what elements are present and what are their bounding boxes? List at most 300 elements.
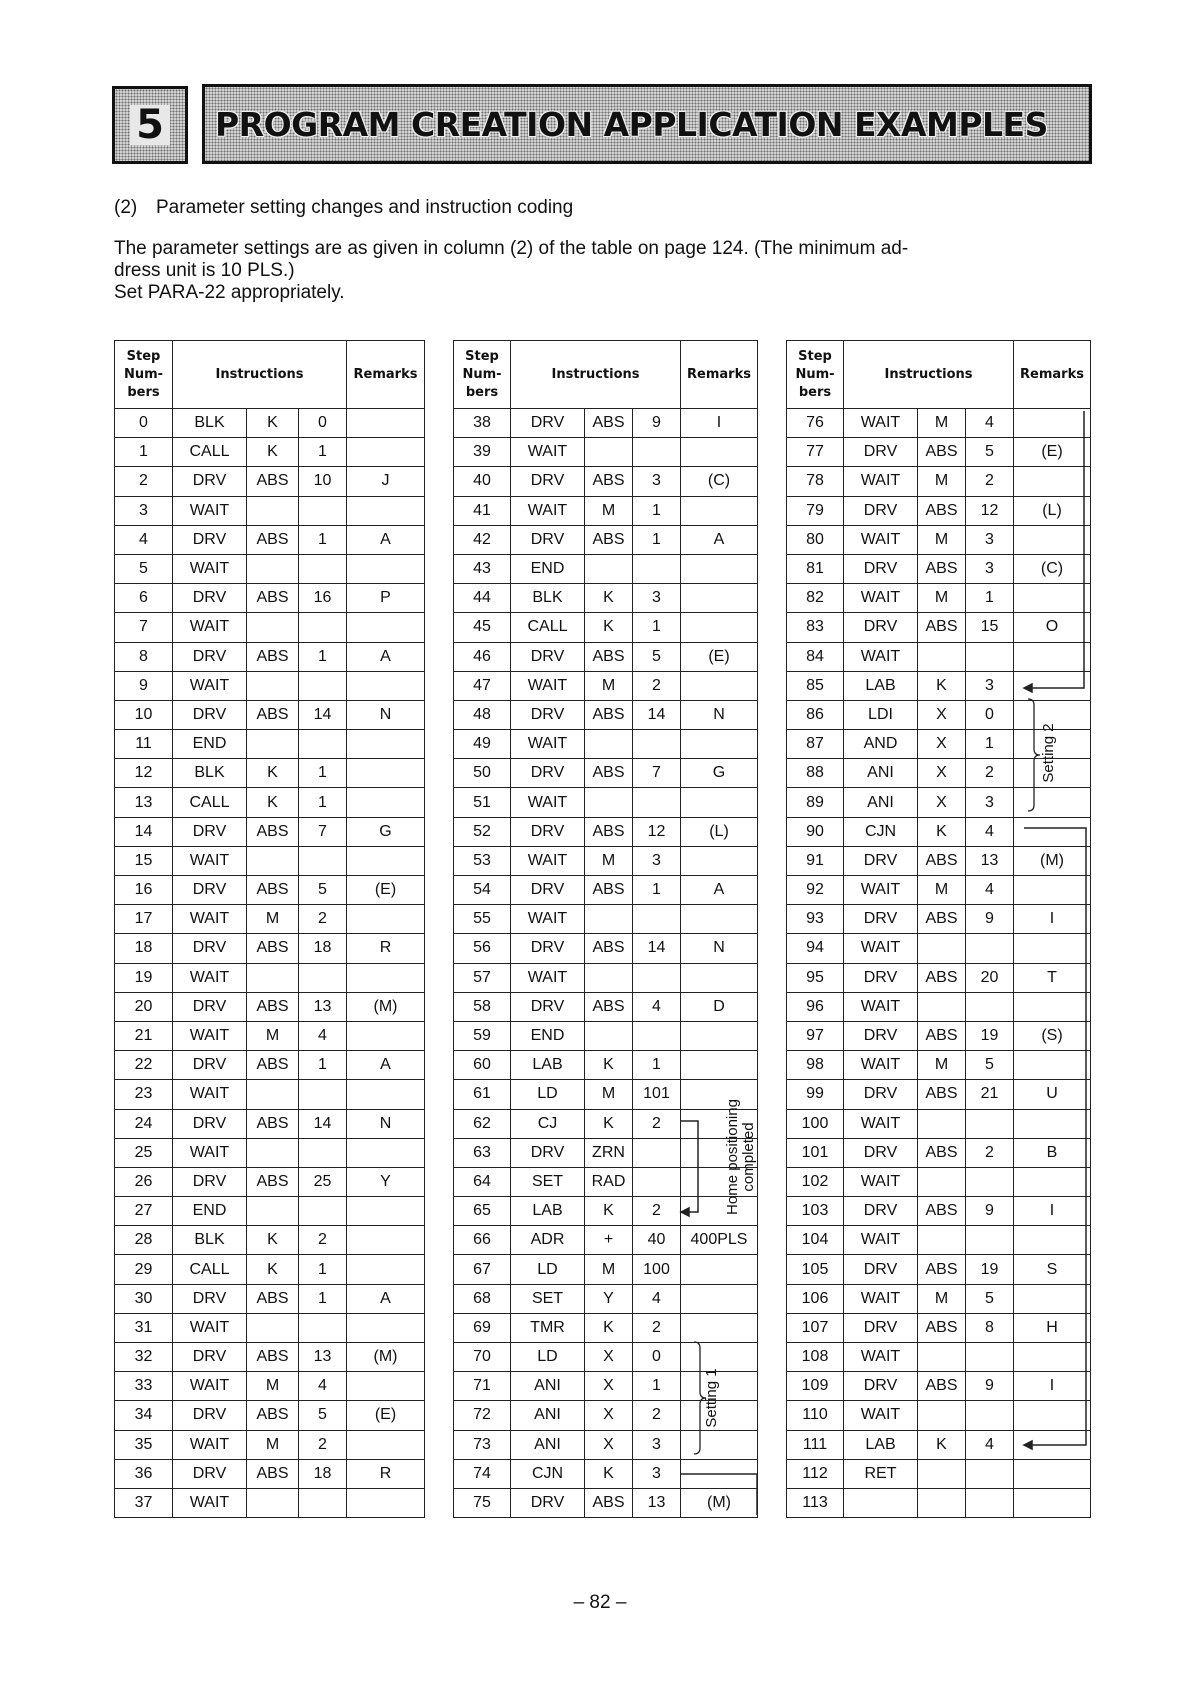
step-header-line: Num- (795, 366, 835, 382)
operand-device-cell: X (918, 730, 966, 759)
operand-device-cell: ABS (247, 1459, 299, 1488)
instruction-cell: DRV (173, 817, 247, 846)
operand-value-cell (299, 613, 347, 642)
table-row (787, 934, 1091, 963)
intro-paragraph (114, 238, 1074, 304)
operand-value-cell (966, 1488, 1014, 1517)
table-row (115, 1051, 425, 1080)
remark-cell (681, 1021, 758, 1050)
operand-value-cell: 5 (966, 1051, 1014, 1080)
table-row (115, 642, 425, 671)
remark-cell (347, 496, 425, 525)
remark-cell: A (681, 525, 758, 554)
remark-cell: A (347, 1051, 425, 1080)
operand-device-cell (247, 1080, 299, 1109)
instruction-cell: WAIT (173, 1313, 247, 1342)
instruction-cell: WAIT (511, 730, 585, 759)
table-row (454, 1255, 758, 1284)
operand-value-cell: 3 (633, 584, 681, 613)
table-row (115, 1109, 425, 1138)
operand-device-cell (918, 1343, 966, 1372)
step-header-line: bers (127, 384, 160, 400)
instruction-cell: DRV (173, 525, 247, 554)
operand-device-cell: M (247, 1021, 299, 1050)
remark-cell (1014, 1459, 1091, 1488)
operand-device-cell: ABS (585, 992, 633, 1021)
table-row (454, 905, 758, 934)
remark-cell: (S) (1014, 1021, 1091, 1050)
chapter-title-box (202, 84, 1092, 164)
operand-device-cell (918, 1488, 966, 1517)
remark-cell: D (681, 992, 758, 1021)
instruction-cell: LD (511, 1080, 585, 1109)
instruction-cell: LAB (844, 671, 918, 700)
table-row (115, 467, 425, 496)
remarks-header: Remarks (347, 341, 425, 409)
instruction-cell: WAIT (844, 584, 918, 613)
remark-cell (1014, 1488, 1091, 1517)
operand-device-cell: ABS (247, 992, 299, 1021)
instruction-cell: DRV (173, 1284, 247, 1313)
operand-value-cell: 3 (633, 1430, 681, 1459)
step-number-cell: 67 (454, 1255, 511, 1284)
table-row (454, 496, 758, 525)
operand-value-cell (299, 1138, 347, 1167)
remark-cell: H (1014, 1313, 1091, 1342)
remark-cell (347, 1313, 425, 1342)
remark-cell (681, 1313, 758, 1342)
step-header-line: Step (126, 348, 161, 364)
step-number-cell: 99 (787, 1080, 844, 1109)
step-number-cell: 89 (787, 788, 844, 817)
instruction-cell: WAIT (844, 1167, 918, 1196)
remark-cell (1014, 1167, 1091, 1196)
table-row (454, 934, 758, 963)
operand-device-cell: ABS (585, 525, 633, 554)
instruction-cell: CALL (173, 788, 247, 817)
instruction-cell: DRV (844, 554, 918, 583)
table-row (787, 1226, 1091, 1255)
instruction-cell: DRV (511, 700, 585, 729)
remark-cell (1014, 525, 1091, 554)
step-header-line: Step (798, 348, 832, 364)
step-number-cell: 53 (454, 846, 511, 875)
remark-cell: R (347, 1459, 425, 1488)
table-row (454, 409, 758, 438)
operand-value-cell: 4 (299, 1372, 347, 1401)
remark-cell: (M) (347, 992, 425, 1021)
step-number-cell: 92 (787, 876, 844, 905)
table-row (787, 584, 1091, 613)
instruction-cell: DRV (173, 876, 247, 905)
operand-value-cell: 7 (299, 817, 347, 846)
instruction-cell: TMR (511, 1313, 585, 1342)
step-number-cell: 22 (115, 1051, 173, 1080)
operand-device-cell (585, 905, 633, 934)
remark-cell (1014, 1109, 1091, 1138)
table-row (787, 876, 1091, 905)
operand-device-cell: ABS (918, 905, 966, 934)
instruction-cell: DRV (511, 934, 585, 963)
instructions-header: Instructions (844, 341, 1014, 409)
table-row (115, 1080, 425, 1109)
operand-device-cell: ABS (918, 1197, 966, 1226)
step-number-cell: 4 (115, 525, 173, 554)
remark-cell: N (347, 1109, 425, 1138)
instruction-cell: WAIT (844, 1343, 918, 1372)
operand-value-cell: 0 (633, 1343, 681, 1372)
step-number-cell: 61 (454, 1080, 511, 1109)
table-row (787, 1255, 1091, 1284)
instruction-cell: WAIT (844, 1284, 918, 1313)
instruction-cell: DRV (844, 1021, 918, 1050)
instruction-cell: DRV (511, 759, 585, 788)
table-row (115, 1226, 425, 1255)
operand-value-cell: 2 (966, 467, 1014, 496)
page-number: – 82 – (573, 1592, 627, 1613)
table-row (115, 788, 425, 817)
instruction-cell: DRV (173, 467, 247, 496)
step-number-cell: 72 (454, 1401, 511, 1430)
instruction-cell: ANI (844, 759, 918, 788)
operand-device-cell: K (585, 1459, 633, 1488)
operand-value-cell (966, 1401, 1014, 1430)
operand-value-cell: 0 (299, 409, 347, 438)
operand-value-cell: 12 (966, 496, 1014, 525)
table-row (115, 1430, 425, 1459)
instruction-cell: DRV (844, 1138, 918, 1167)
operand-device-cell (918, 934, 966, 963)
remark-cell (681, 963, 758, 992)
instruction-cell: ANI (511, 1372, 585, 1401)
operand-device-cell: RAD (585, 1167, 633, 1196)
operand-device-cell: K (247, 788, 299, 817)
operand-device-cell (918, 642, 966, 671)
step-number-cell: 74 (454, 1459, 511, 1488)
instruction-cell: LD (511, 1255, 585, 1284)
operand-device-cell: + (585, 1226, 633, 1255)
remark-cell (681, 671, 758, 700)
operand-value-cell: 2 (633, 1197, 681, 1226)
instruction-cell: WAIT (844, 467, 918, 496)
remark-cell (1014, 1430, 1091, 1459)
operand-value-cell: 19 (966, 1021, 1014, 1050)
step-number-cell: 39 (454, 438, 511, 467)
operand-device-cell (585, 554, 633, 583)
operand-device-cell (918, 1109, 966, 1138)
table-row (454, 1109, 758, 1138)
intro-line: dress unit is 10 PLS.) (114, 260, 295, 281)
operand-value-cell: 1 (299, 1051, 347, 1080)
step-number-cell: 64 (454, 1167, 511, 1196)
step-number-cell: 113 (787, 1488, 844, 1517)
instruction-cell: DRV (173, 1401, 247, 1430)
instruction-cell: DRV (844, 1080, 918, 1109)
step-number-cell: 34 (115, 1401, 173, 1430)
operand-value-cell: 5 (966, 1284, 1014, 1313)
remark-cell: (C) (1014, 554, 1091, 583)
table-row (454, 1080, 758, 1109)
operand-value-cell (633, 554, 681, 583)
operand-value-cell: 5 (299, 1401, 347, 1430)
table-row (115, 1021, 425, 1050)
operand-value-cell: 2 (299, 1226, 347, 1255)
operand-value-cell: 4 (966, 1430, 1014, 1459)
remark-cell (681, 613, 758, 642)
operand-device-cell: ABS (247, 700, 299, 729)
operand-device-cell (247, 730, 299, 759)
operand-device-cell: ABS (585, 409, 633, 438)
table-row (115, 817, 425, 846)
step-number-cell: 46 (454, 642, 511, 671)
table-row (787, 1138, 1091, 1167)
operand-device-cell: M (247, 1430, 299, 1459)
operand-device-cell: K (247, 1226, 299, 1255)
remark-cell: G (347, 817, 425, 846)
step-number-cell: 29 (115, 1255, 173, 1284)
operand-value-cell: 3 (966, 788, 1014, 817)
step-number-cell: 57 (454, 963, 511, 992)
operand-device-cell: M (918, 1284, 966, 1313)
step-number-cell: 25 (115, 1138, 173, 1167)
operand-value-cell: 2 (966, 759, 1014, 788)
instruction-cell: LAB (844, 1430, 918, 1459)
remark-cell (1014, 992, 1091, 1021)
step-number-cell: 71 (454, 1372, 511, 1401)
instruction-cell: ANI (511, 1430, 585, 1459)
remark-cell (1014, 467, 1091, 496)
operand-device-cell (247, 963, 299, 992)
table-row (787, 846, 1091, 875)
section-title: Parameter setting changes and instruction coding (156, 197, 574, 218)
operand-device-cell (918, 1401, 966, 1430)
step-number-cell: 81 (787, 554, 844, 583)
operand-value-cell: 20 (966, 963, 1014, 992)
table-row (454, 525, 758, 554)
table-row (454, 642, 758, 671)
home-label-line1: Home positioning (724, 1099, 741, 1215)
step-header-line: bers (465, 384, 499, 400)
table-row (115, 905, 425, 934)
step-number-cell: 96 (787, 992, 844, 1021)
operand-value-cell: 1 (299, 525, 347, 554)
table-row (115, 700, 425, 729)
instruction-cell: LAB (511, 1197, 585, 1226)
operand-value-cell (299, 554, 347, 583)
instruction-cell: DRV (173, 1343, 247, 1372)
operand-device-cell: M (585, 1080, 633, 1109)
instruction-cell: DRV (844, 496, 918, 525)
operand-device-cell: ABS (918, 496, 966, 525)
step-number-cell: 106 (787, 1284, 844, 1313)
step-number-cell: 101 (787, 1138, 844, 1167)
step-number-cell: 80 (787, 525, 844, 554)
remark-cell (347, 554, 425, 583)
operand-value-cell (299, 730, 347, 759)
operand-device-cell: ABS (918, 1021, 966, 1050)
step-number-cell: 55 (454, 905, 511, 934)
operand-value-cell: 3 (966, 554, 1014, 583)
operand-device-cell: K (918, 671, 966, 700)
instruction-cell: WAIT (173, 671, 247, 700)
program-table-1 (114, 340, 425, 1518)
remark-cell (1014, 1343, 1091, 1372)
operand-device-cell: ABS (585, 700, 633, 729)
table-row (787, 1459, 1091, 1488)
remark-cell (347, 1138, 425, 1167)
table-row (454, 554, 758, 583)
remark-cell (347, 1488, 425, 1517)
remark-cell: (M) (681, 1488, 758, 1517)
operand-value-cell: 1 (299, 788, 347, 817)
step-numbers-header (787, 341, 844, 409)
table-row (787, 1109, 1091, 1138)
operand-device-cell (918, 1226, 966, 1255)
step-number-cell: 38 (454, 409, 511, 438)
operand-device-cell: ABS (247, 817, 299, 846)
step-number-cell: 90 (787, 817, 844, 846)
table-row (115, 525, 425, 554)
instruction-cell: WAIT (844, 409, 918, 438)
operand-value-cell: 19 (966, 1255, 1014, 1284)
operand-device-cell (918, 1167, 966, 1196)
step-number-cell: 104 (787, 1226, 844, 1255)
remark-cell: I (1014, 1372, 1091, 1401)
step-number-cell: 42 (454, 525, 511, 554)
remark-cell (347, 1080, 425, 1109)
table-row (454, 613, 758, 642)
operand-device-cell: ABS (918, 438, 966, 467)
operand-device-cell: ABS (585, 876, 633, 905)
step-number-cell: 68 (454, 1284, 511, 1313)
remark-cell: (E) (1014, 438, 1091, 467)
chapter-number-box (112, 86, 188, 164)
instruction-cell: DRV (173, 1051, 247, 1080)
setting1-label (704, 1358, 720, 1438)
operand-value-cell: 13 (299, 992, 347, 1021)
instruction-cell: WAIT (173, 554, 247, 583)
table-row (787, 1430, 1091, 1459)
table-row (454, 876, 758, 905)
remark-cell (681, 554, 758, 583)
instruction-cell: DRV (173, 642, 247, 671)
instruction-cell: DRV (173, 1459, 247, 1488)
step-number-cell: 50 (454, 759, 511, 788)
step-number-cell: 54 (454, 876, 511, 905)
remark-cell: I (1014, 1197, 1091, 1226)
table-row (454, 700, 758, 729)
operand-device-cell: K (585, 613, 633, 642)
remark-cell (1014, 1051, 1091, 1080)
step-number-cell: 94 (787, 934, 844, 963)
instruction-cell: DRV (173, 1109, 247, 1138)
step-header-line: Num- (123, 366, 164, 382)
instruction-cell: WAIT (173, 963, 247, 992)
operand-device-cell (247, 671, 299, 700)
instruction-cell: WAIT (173, 1138, 247, 1167)
operand-value-cell: 1 (633, 525, 681, 554)
operand-device-cell (247, 1488, 299, 1517)
instruction-cell: DRV (844, 905, 918, 934)
remark-cell: A (347, 1284, 425, 1313)
step-header-line: bers (798, 384, 832, 400)
operand-device-cell: M (585, 846, 633, 875)
remark-cell (347, 1430, 425, 1459)
remark-cell (1014, 876, 1091, 905)
instruction-cell: ADR (511, 1226, 585, 1255)
operand-device-cell: ABS (918, 1080, 966, 1109)
table-row (787, 1488, 1091, 1517)
operand-value-cell (299, 963, 347, 992)
table-row (787, 1167, 1091, 1196)
table-row (787, 1197, 1091, 1226)
step-number-cell: 28 (115, 1226, 173, 1255)
operand-value-cell: 8 (966, 1313, 1014, 1342)
step-number-cell: 30 (115, 1284, 173, 1313)
remark-cell: (L) (681, 817, 758, 846)
table-row (787, 1080, 1091, 1109)
step-number-cell: 15 (115, 846, 173, 875)
remarks-header: Remarks (1014, 341, 1091, 409)
step-number-cell: 85 (787, 671, 844, 700)
remark-cell (347, 788, 425, 817)
instruction-cell: WAIT (511, 496, 585, 525)
step-number-cell: 102 (787, 1167, 844, 1196)
instruction-cell: CALL (173, 1255, 247, 1284)
operand-value-cell (633, 788, 681, 817)
operand-value-cell (966, 1226, 1014, 1255)
instruction-cell: DRV (511, 642, 585, 671)
operand-device-cell: ABS (585, 934, 633, 963)
instruction-cell: SET (511, 1167, 585, 1196)
section-heading (114, 197, 573, 219)
table-row (787, 1021, 1091, 1050)
remark-cell (681, 905, 758, 934)
instruction-cell: CJN (511, 1459, 585, 1488)
operand-device-cell: ABS (247, 876, 299, 905)
operand-device-cell: M (918, 467, 966, 496)
table-row (454, 992, 758, 1021)
operand-device-cell: Y (585, 1284, 633, 1313)
remark-cell: (C) (681, 467, 758, 496)
operand-value-cell: 1 (966, 584, 1014, 613)
step-number-cell: 82 (787, 584, 844, 613)
remark-cell (1014, 409, 1091, 438)
operand-value-cell (633, 438, 681, 467)
table-row (115, 671, 425, 700)
table-row (115, 1313, 425, 1342)
operand-value-cell: 13 (633, 1488, 681, 1517)
remark-cell: U (1014, 1080, 1091, 1109)
table-row (115, 496, 425, 525)
operand-value-cell: 1 (633, 496, 681, 525)
operand-value-cell: 13 (966, 846, 1014, 875)
operand-value-cell (966, 1167, 1014, 1196)
operand-device-cell: K (247, 1255, 299, 1284)
remark-cell: (E) (681, 642, 758, 671)
table-row (454, 1138, 758, 1167)
table-row (787, 467, 1091, 496)
operand-value-cell: 14 (633, 934, 681, 963)
step-number-cell: 86 (787, 700, 844, 729)
step-numbers-header (115, 341, 173, 409)
operand-device-cell: M (918, 409, 966, 438)
step-number-cell: 11 (115, 730, 173, 759)
operand-device-cell: ABS (247, 1343, 299, 1372)
step-number-cell: 110 (787, 1401, 844, 1430)
table-row (454, 671, 758, 700)
operand-device-cell: M (918, 876, 966, 905)
